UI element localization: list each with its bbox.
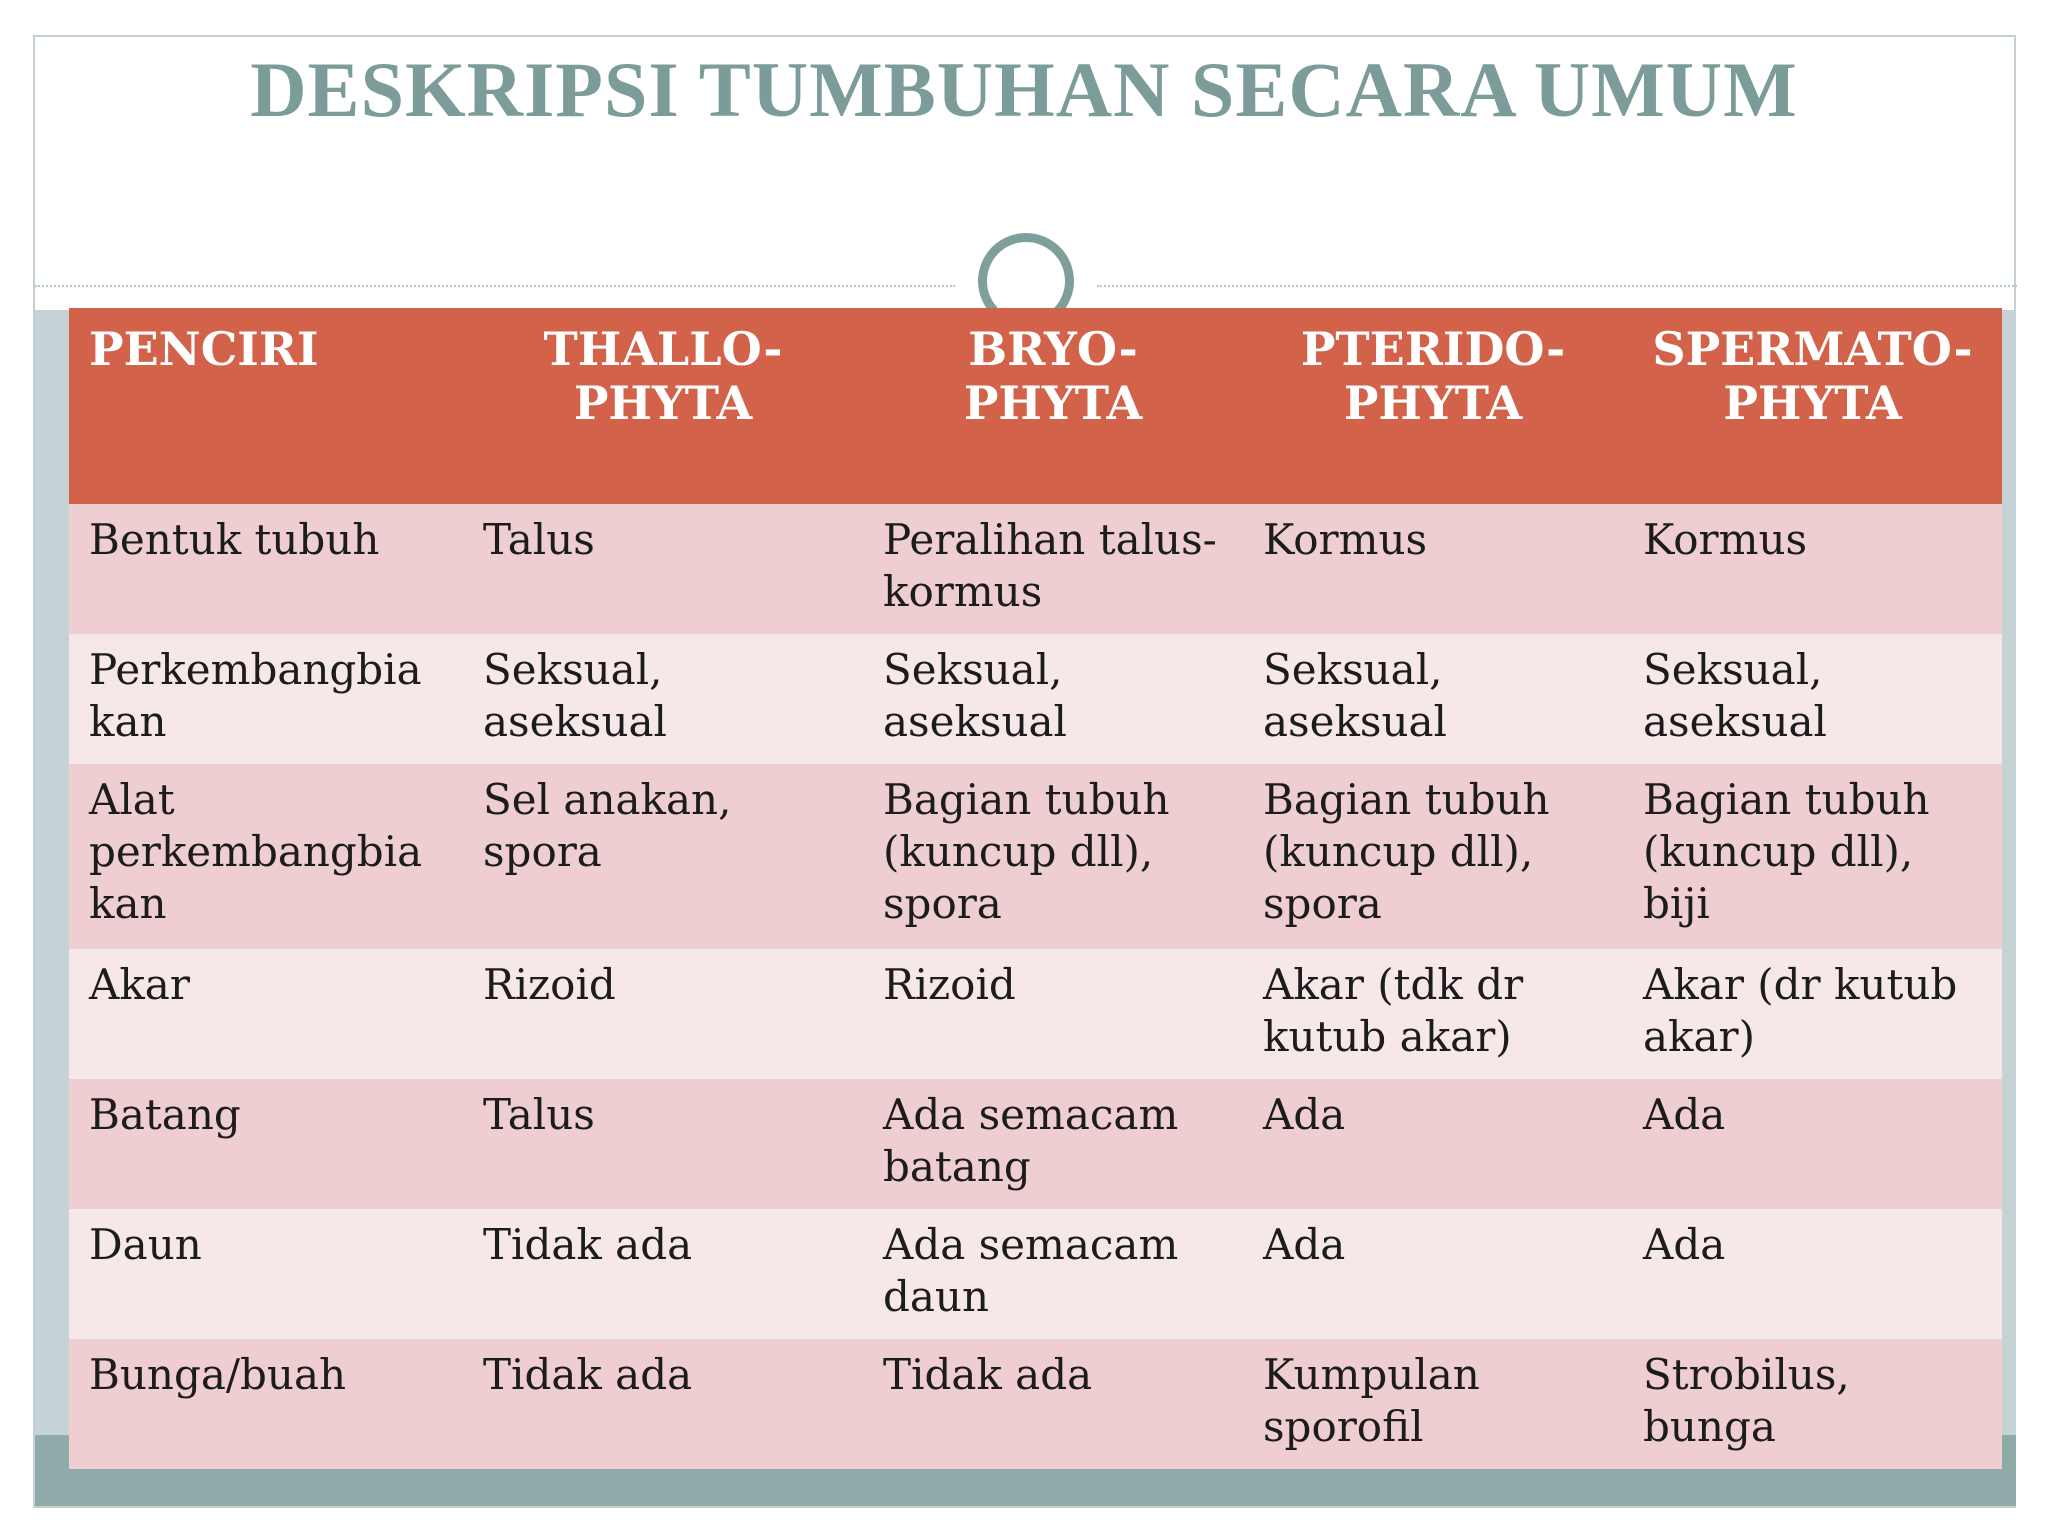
comparison-table-container	[69, 308, 2002, 1469]
table-cell: Ada	[1623, 1209, 2002, 1339]
header-thallophyta	[463, 308, 863, 504]
divider-right	[1097, 285, 2017, 287]
table-cell: Tidak ada	[863, 1339, 1243, 1469]
header-line: PENCIRI	[89, 322, 319, 376]
table-cell: Perkembangbiakan	[69, 634, 463, 764]
table-cell: Peralihan talus-kormus	[863, 504, 1243, 634]
table-cell: Batang	[69, 1079, 463, 1209]
header-line: PHYTA	[1723, 376, 1902, 430]
header-penciri	[69, 308, 463, 504]
table-cell: Akar (dr kutub akar)	[1623, 949, 2002, 1079]
header-line: PTERIDO-	[1300, 322, 1566, 376]
table-row	[69, 949, 2002, 1079]
table-cell: Bagian tubuh (kuncup dll), spora	[863, 764, 1243, 949]
table-cell: Kormus	[1243, 504, 1623, 634]
header-pteridophyta	[1243, 308, 1623, 504]
table-row	[69, 504, 2002, 634]
table-row	[69, 1339, 2002, 1469]
table-cell: Bunga/buah	[69, 1339, 463, 1469]
table-cell: Bagian tubuh (kuncup dll), spora	[1243, 764, 1623, 949]
table-cell: Ada semacam batang	[863, 1079, 1243, 1209]
comparison-table	[69, 308, 2002, 1469]
header-line: SPERMATO-	[1652, 322, 1973, 376]
divider-left	[35, 285, 955, 287]
table-cell: Tidak ada	[463, 1209, 863, 1339]
header-line: BRYO-	[968, 322, 1138, 376]
table-cell: Seksual, aseksual	[1623, 634, 2002, 764]
table-cell: Rizoid	[863, 949, 1243, 1079]
header-line: PHYTA	[963, 376, 1143, 430]
table-cell: Kumpulan sporofil	[1243, 1339, 1623, 1469]
table-cell: Alat perkembangbiakan	[69, 764, 463, 949]
header-line: PHYTA	[573, 376, 753, 430]
table-cell: Ada	[1623, 1079, 2002, 1209]
table-cell: Ada semacam daun	[863, 1209, 1243, 1339]
table-cell: Rizoid	[463, 949, 863, 1079]
table-cell: Akar (tdk dr kutub akar)	[1243, 949, 1623, 1079]
table-cell: Seksual, aseksual	[863, 634, 1243, 764]
table-row	[69, 1079, 2002, 1209]
table-row	[69, 764, 2002, 949]
slide-title: DESKRIPSI TUMBUHAN SECARA UMUM	[250, 46, 1798, 133]
table-cell: Talus	[463, 504, 863, 634]
table-cell: Akar	[69, 949, 463, 1079]
table-cell: Ada	[1243, 1209, 1623, 1339]
table-cell: Sel anakan, spora	[463, 764, 863, 949]
table-cell: Talus	[463, 1079, 863, 1209]
table-row	[69, 1209, 2002, 1339]
table-cell: Daun	[69, 1209, 463, 1339]
table-row	[69, 634, 2002, 764]
table-cell: Seksual, aseksual	[463, 634, 863, 764]
header-line: PHYTA	[1343, 376, 1523, 430]
header-bryophyta	[863, 308, 1243, 504]
table-cell: Ada	[1243, 1079, 1623, 1209]
header-line: THALLO-	[543, 322, 783, 376]
table-cell: Seksual, aseksual	[1243, 634, 1623, 764]
table-header-row	[69, 308, 2002, 504]
table-cell: Bentuk tubuh	[69, 504, 463, 634]
table-cell: Bagian tubuh (kuncup dll), biji	[1623, 764, 2002, 949]
header-spermatophyta	[1623, 308, 2002, 504]
table-cell: Strobilus, bunga	[1623, 1339, 2002, 1469]
table-cell: Tidak ada	[463, 1339, 863, 1469]
table-cell: Kormus	[1623, 504, 2002, 634]
